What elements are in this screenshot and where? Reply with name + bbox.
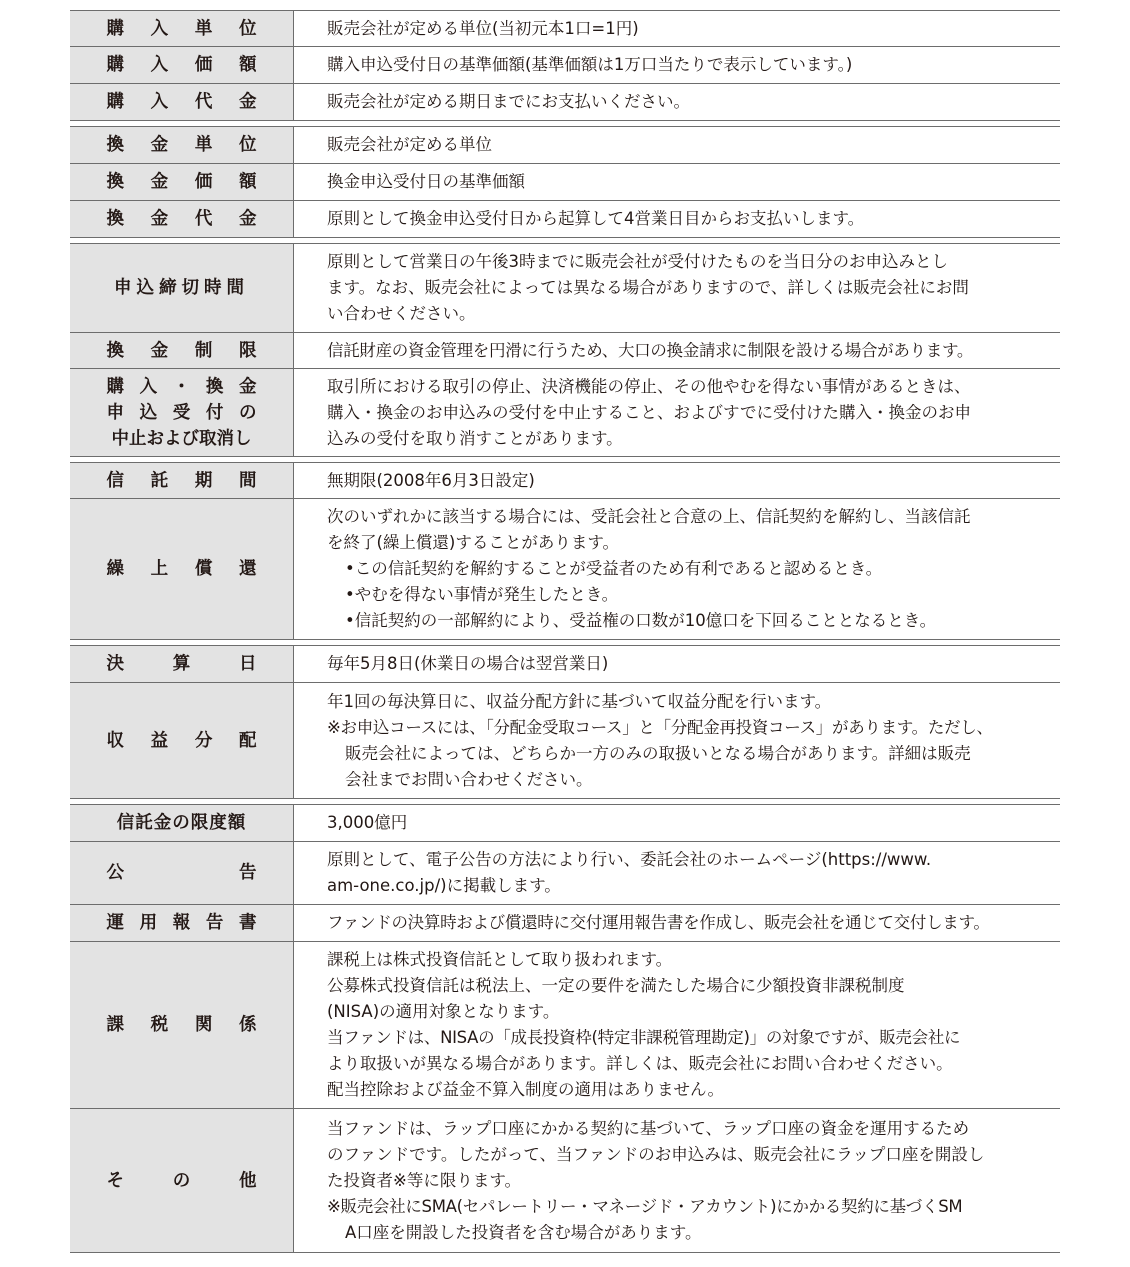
label-char: 金 — [150, 172, 169, 192]
content-line: ます。なお、販売会社によっては異なる場合がありますので、詳しくは販売会社にお問 — [327, 278, 969, 297]
row-label — [70, 84, 294, 120]
content-line: 込みの受付を取り消すことがあります。 — [327, 428, 623, 448]
table-row — [70, 10, 1060, 47]
label-char: 託 — [150, 470, 169, 491]
content-line: (NISA)の適用対象となります。 — [327, 1002, 560, 1021]
content-line: 販売会社が定める単位 — [327, 135, 492, 154]
content-line: 販売会社が定める単位(当初元本1口=1円) — [327, 18, 639, 38]
row-content — [294, 942, 1060, 1108]
row-label-text — [107, 910, 257, 936]
label-char: 分 — [194, 730, 213, 751]
label-char: 購 — [106, 92, 124, 112]
row-label — [70, 842, 294, 904]
label-char: 額 — [238, 172, 257, 192]
label-char: 付 — [205, 402, 224, 423]
content-line: 無期限(2008年6月3日設定) — [327, 470, 535, 490]
label-char: 金 — [150, 209, 169, 229]
row-content — [294, 905, 1060, 941]
label-char: 報 — [172, 913, 191, 933]
table-row — [70, 645, 1060, 683]
table-row — [70, 905, 1060, 942]
label-char: 係 — [238, 1015, 257, 1035]
label-char: 還 — [238, 559, 257, 579]
label-char: 収 — [106, 730, 124, 751]
table-row — [70, 1109, 1060, 1253]
row-label — [70, 646, 294, 682]
content-line: 取引所における取引の停止、決済機能の停止、その他やむを得ない事情があるときは、 — [327, 376, 971, 396]
row-label-line — [107, 400, 257, 426]
note-line: ※販売会社にSMA(セパレートリー・マネージド・アカウント)にかかる契約に基づくSM — [327, 1196, 963, 1216]
content-line: 配当控除および益金不算入制度の適用はありません。 — [327, 1080, 724, 1099]
row-label-text — [107, 1012, 257, 1038]
label-char: 換 — [106, 172, 124, 192]
content-line: より取扱いが異なる場合があります。詳しくは、販売会社にお問い合わせください。 — [327, 1054, 953, 1073]
row-content — [294, 84, 1060, 120]
row-label — [70, 47, 294, 83]
label-char: 入 — [150, 18, 169, 39]
label-char: 位 — [238, 135, 257, 155]
row-content — [294, 805, 1060, 841]
row-label — [70, 127, 294, 163]
row-label — [70, 369, 294, 456]
row-label — [70, 905, 294, 941]
row-label-text — [107, 89, 257, 115]
label-char: 課 — [106, 1015, 124, 1035]
row-label-text — [107, 16, 257, 42]
content-line: い合わせください。 — [327, 304, 476, 323]
label-char: 金 — [239, 376, 257, 397]
row-label-stack — [107, 374, 257, 452]
label-char: 購 — [106, 55, 124, 75]
table-row — [70, 683, 1060, 799]
label-char: 用 — [139, 913, 158, 933]
row-label-text: 信託金の限度額 — [116, 813, 247, 833]
row-label-text — [107, 728, 257, 754]
label-char: 益 — [150, 730, 169, 751]
content-line: am-one.co.jp/)に掲載します。 — [327, 876, 561, 895]
label-char: 繰 — [106, 559, 124, 579]
content-line: 原則として営業日の午後3時までに販売会社が受付けたものを当日分のお申込みとし — [327, 252, 948, 271]
table-row — [70, 804, 1060, 842]
row-content — [294, 244, 1060, 332]
note-line: A口座を開設した投資者を含む場合があります。 — [345, 1222, 702, 1242]
label-char: 購 — [106, 376, 124, 397]
label-char: 換 — [106, 340, 124, 361]
row-label-text — [107, 651, 257, 677]
content-line: 購入・換金のお申込みの受付を中止すること、およびすでに受付けた購入・換金のお申 — [327, 402, 971, 422]
label-char: 位 — [238, 18, 257, 39]
label-char: 金 — [238, 92, 257, 112]
label-char: 申 — [106, 402, 124, 423]
content-line: た投資者※等に限ります。 — [327, 1170, 522, 1190]
row-content — [294, 11, 1060, 46]
content-line: 購入申込受付日の基準価額(基準価額は1万口当たりで表示しています。) — [327, 55, 853, 74]
label-char: 日 — [239, 654, 257, 674]
table-row — [70, 201, 1060, 238]
row-content — [294, 842, 1060, 904]
label-char: の — [172, 1170, 191, 1191]
row-content — [294, 127, 1060, 163]
row-label — [70, 499, 294, 639]
row-label — [70, 333, 294, 368]
content-line: 原則として換金申込受付日から起算して4営業日目からお支払いします。 — [327, 209, 865, 228]
content-line: 次のいずれかに該当する場合には、受託会社と合意の上、信託契約を解約し、当該信託 — [327, 507, 971, 526]
table-row — [70, 84, 1060, 121]
label-char: の — [239, 402, 257, 423]
row-label-text — [107, 1168, 257, 1194]
content-line: 毎年5月8日(休業日の場合は翌営業日) — [327, 654, 609, 673]
label-char: 代 — [194, 209, 213, 229]
label-char: 購 — [106, 18, 124, 39]
row-label — [70, 244, 294, 332]
content-line: 原則として、電子公告の方法により行い、委託会社のホームページ(https://www. — [327, 850, 932, 869]
content-line: 公募株式投資信託は税法上、一定の要件を満たした場合に少額投資非課税制度 — [327, 976, 905, 995]
table-row — [70, 164, 1060, 201]
label-char: 運 — [106, 913, 124, 933]
bullet-item: •この信託契約を解約することが受益者のため有利であると認めるとき。 — [345, 559, 883, 578]
row-label-text — [107, 556, 257, 582]
row-label — [70, 805, 294, 841]
content-line: ファンドの決算時および償還時に交付運用報告書を作成し、販売会社を通じて交付します。 — [327, 913, 990, 932]
label-char: 価 — [194, 55, 213, 75]
row-content — [294, 683, 1060, 798]
row-content — [294, 499, 1060, 639]
row-content — [294, 164, 1060, 200]
row-content — [294, 201, 1060, 237]
label-char: 期 — [194, 470, 213, 491]
table-row — [70, 333, 1060, 369]
table-row — [70, 243, 1060, 333]
row-content — [294, 369, 1060, 456]
row-content — [294, 646, 1060, 682]
label-char: 金 — [150, 135, 169, 155]
label-char: 告 — [239, 863, 257, 883]
label-char: 決 — [106, 654, 124, 674]
label-char: 額 — [238, 55, 257, 75]
content-line: 換金申込受付日の基準価額 — [327, 172, 525, 191]
label-char: 入 — [139, 376, 158, 397]
label-char: 償 — [194, 559, 213, 579]
label-char: 関 — [194, 1015, 213, 1035]
row-label-text — [107, 132, 257, 158]
label-char: 算 — [172, 654, 191, 674]
row-label — [70, 1109, 294, 1252]
note-line: ※お申込コースには、「分配金受取コース」と「分配金再投資コース」があります。ただし、 — [327, 717, 993, 737]
row-label — [70, 942, 294, 1108]
row-label-line: 中止および取消し — [111, 428, 252, 449]
content-line: のファンドです。したがって、当ファンドのお申込みは、販売会社にラップ口座を開設し — [327, 1144, 985, 1164]
table-row — [70, 126, 1060, 164]
label-char: 金 — [150, 340, 169, 361]
label-char: 制 — [194, 340, 213, 361]
row-label — [70, 164, 294, 200]
row-content — [294, 1109, 1060, 1252]
row-label-text — [107, 468, 257, 494]
row-label — [70, 11, 294, 46]
label-char: 入 — [150, 55, 169, 75]
label-char: ・ — [172, 376, 191, 397]
content-line: 当ファンドは、ラップ口座にかかる契約に基づいて、ラップ口座の資金を運用するため — [327, 1118, 970, 1138]
label-char: 限 — [238, 340, 257, 361]
row-content — [294, 47, 1060, 83]
row-label — [70, 683, 294, 798]
label-char: 換 — [106, 209, 124, 229]
label-char: 受 — [172, 402, 191, 423]
table-row — [70, 462, 1060, 499]
label-char: 金 — [238, 209, 257, 229]
label-char: 込 — [139, 402, 158, 423]
content-line: 販売会社が定める期日までにお支払いください。 — [327, 92, 690, 111]
label-char: 換 — [205, 376, 224, 397]
content-line: 3,000億円 — [327, 813, 408, 832]
table-row — [70, 942, 1060, 1109]
bullet-item: •やむを得ない事情が発生したとき。 — [345, 585, 619, 604]
label-char: 換 — [106, 135, 124, 155]
row-label-text: 申込締切時間 — [114, 278, 249, 298]
content-line: を終了(繰上償還)することがあります。 — [327, 533, 620, 552]
label-char: 単 — [194, 135, 213, 155]
label-char: 間 — [238, 470, 257, 491]
content-line: 年1回の毎決算日に、収益分配方針に基づいて収益分配を行います。 — [327, 691, 832, 711]
note-line: 販売会社によっては、どちらか一方のみの取扱いとなる場合があります。詳細は販売 — [345, 743, 971, 763]
label-char: 上 — [150, 559, 169, 579]
content-line: 信託財産の資金管理を円滑に行うため、大口の換金請求に制限を設ける場合があります。 — [327, 340, 974, 360]
label-char: 告 — [205, 913, 224, 933]
row-label-text — [107, 860, 257, 886]
row-label-text — [107, 52, 257, 78]
table-row — [70, 499, 1060, 640]
label-char: 代 — [194, 92, 213, 112]
bullet-item: •信託契約の一部解約により、受益権の口数が10億口を下回ることとなるとき。 — [345, 611, 937, 630]
label-char: 単 — [194, 18, 213, 39]
label-char: 配 — [238, 730, 257, 751]
label-char: 税 — [150, 1015, 169, 1035]
row-label-text — [107, 206, 257, 232]
content-line: 課税上は株式投資信託として取り扱われます。 — [327, 950, 673, 969]
row-label-text — [107, 338, 257, 364]
row-label-text — [107, 169, 257, 195]
fund-terms-table — [70, 10, 1060, 1253]
label-char: 他 — [239, 1170, 257, 1191]
row-label-line — [107, 374, 257, 400]
row-label — [70, 463, 294, 498]
row-content — [294, 333, 1060, 368]
label-char: 書 — [239, 913, 257, 933]
row-content — [294, 463, 1060, 498]
row-label — [70, 201, 294, 237]
table-row — [70, 47, 1060, 84]
label-char: 公 — [106, 863, 124, 883]
label-char: 入 — [150, 92, 169, 112]
label-char: 価 — [194, 172, 213, 192]
table-row — [70, 842, 1060, 905]
note-line: 会社までお問い合わせください。 — [345, 769, 593, 789]
table-row — [70, 369, 1060, 457]
label-char: そ — [106, 1170, 124, 1191]
label-char: 信 — [106, 470, 124, 491]
content-line: 当ファンドは、NISAの「成長投資枠(特定非課税管理勘定)」の対象ですが、販売会社に — [327, 1028, 961, 1047]
